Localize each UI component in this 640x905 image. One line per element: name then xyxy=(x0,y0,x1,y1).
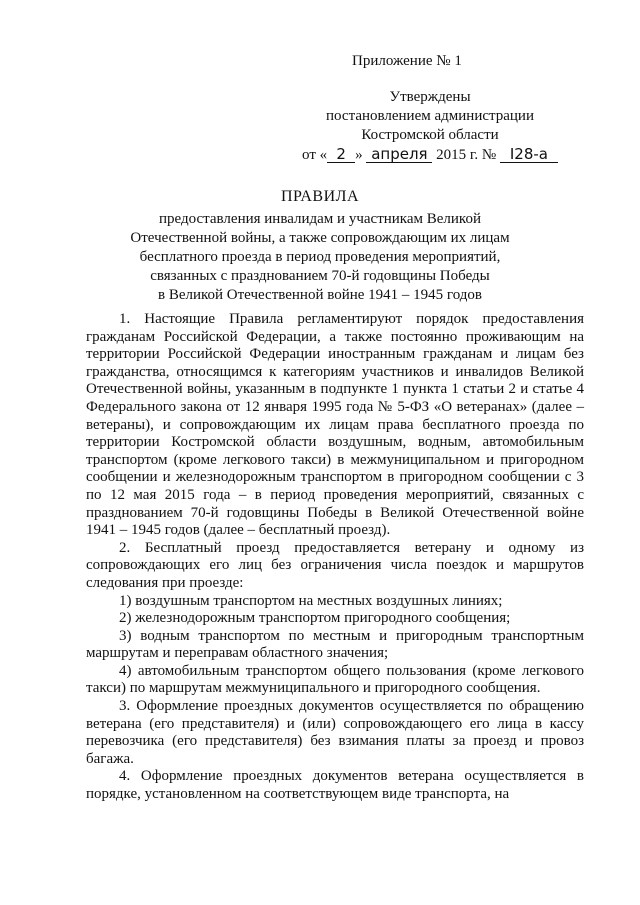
handwritten-number: I28-а xyxy=(500,146,558,163)
subtitle-line: предоставления инвалидам и участникам Великой xyxy=(159,211,481,227)
appendix-label: Приложение № 1 xyxy=(352,53,462,69)
approved-by-line1: постановлением администрации xyxy=(326,108,534,124)
document-body xyxy=(86,311,584,804)
paragraph-2: 2. Бесплатный проезд предоставляется ветерану и одному из сопровождающих его лиц без ограничения числа поездок и маршрутов следования при проезде: xyxy=(86,539,584,591)
document-title: ПРАВИЛА xyxy=(280,188,360,205)
approved-by-line2: Костромской области xyxy=(361,127,499,143)
paragraph-3: 3. Оформление проездных документов осуществляется по обращению ветерана (его представителя) и (или) сопровождающего его лица в кассу перевозчика (его представителя) без взимания платы за проезд и провоз багажа. xyxy=(86,698,584,767)
list-item-2: 2) железнодорожным транспортом пригородного сообщения; xyxy=(119,610,511,627)
paragraph-1: 1. Настоящие Правила регламентируют порядок предоставления гражданам Российской Федерации, а также постоянно проживающим на территории Российской Федерации иностранным гражданам и лицам без гражданства, относящимся к категориям участников и инвалидов Великой Отечественной войны, указанным в подпункте 1 пункта 1 статьи 2 и статье 4 Федерального закона от 12 января 1995 года № 5-ФЗ «О ветеранах» (далее – ветераны), и сопровождающим их лицам права бесплатного проезда по территории Костромской области воздушным, водным, автомобильным транспортом (кроме легкового такси) в межмуниципальном и пригородном сообщении и железнодорожным транспортом в пригородном сообщении с 3 по 12 мая 2015 года – в период проведения мероприятий, связанных с празднованием 70-й годовщины Победы в Великой Отечественной войне 1941 – 1945 годов (далее – бесплатный проезд). xyxy=(86,311,584,539)
list-item-3: 3) водным транспортом по местным и пригородным транспортным маршрутам и переправам областного значения; xyxy=(86,627,584,662)
approval-date-line xyxy=(300,146,560,165)
date-year: 2015 г. № xyxy=(436,147,497,163)
handwritten-month: апреля xyxy=(366,146,432,163)
date-prefix: от « xyxy=(302,147,328,163)
subtitle-line: бесплатного проезда в период проведения мероприятий, xyxy=(139,249,501,265)
handwritten-day: 2 xyxy=(327,146,355,163)
approval-header xyxy=(300,52,560,165)
subtitle-line: в Великой Отечественной войне 1941 – 1945 годов xyxy=(157,287,482,303)
date-mid: » xyxy=(355,147,363,163)
list-item-4: 4) автомобильным транспортом общего пользования (кроме легкового такси) по маршрутам межмуниципального и пригородного сообщения. xyxy=(86,662,584,697)
document-subtitle xyxy=(100,210,540,305)
subtitle-line: Отечественной войны, а также сопровождающим их лицам xyxy=(130,230,510,246)
paragraph-4: 4. Оформление проездных документов ветерана осуществляется в порядке, установленном на соответствующем виде транспорта, на xyxy=(86,768,584,803)
subtitle-line: связанных с празднованием 70-й годовщины Победы xyxy=(150,268,490,284)
list-item-1: 1) воздушным транспортом на местных воздушных линиях; xyxy=(119,592,503,609)
approved-label: Утверждены xyxy=(389,89,471,105)
